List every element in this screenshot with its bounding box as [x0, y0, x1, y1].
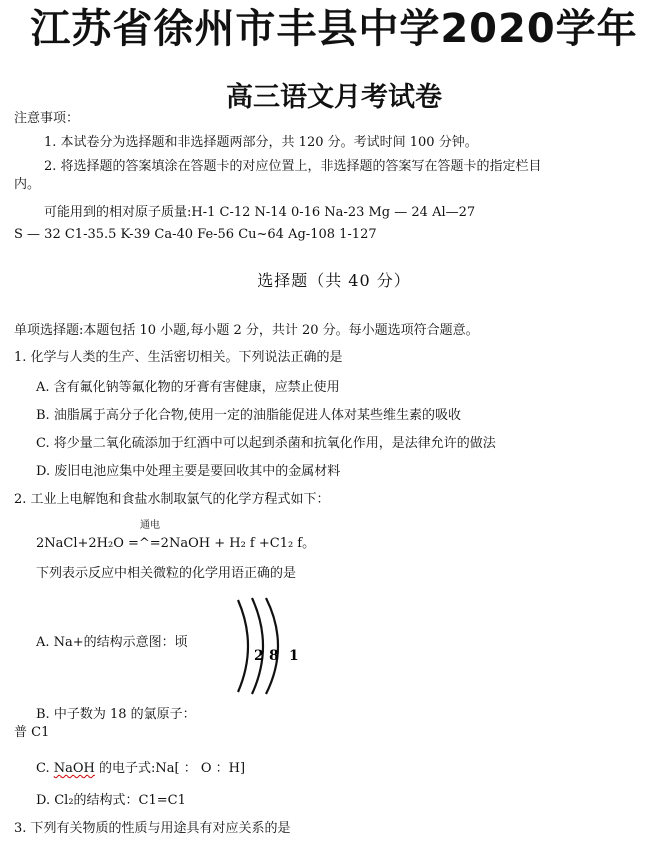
question-2-option-b: B. 中子数为 18 的氯原子： — [36, 707, 196, 722]
question-2-option-d: D. Cl₂的结构式：C1=C1 — [36, 793, 186, 808]
document-subtitle: 高三语文月考试卷 — [226, 82, 442, 113]
naoh-formula: NaOH — [53, 761, 95, 776]
notice-heading: 注意事项： — [14, 111, 80, 126]
shell-count-1: 2 — [254, 648, 264, 664]
shell-count-2: 8 — [269, 648, 279, 664]
section-title: 选择题（共 40 分） — [257, 271, 411, 290]
notice-item-1: 1. 本试卷分为选择题和非选择题两部分，共 120 分。考试时间 100 分钟。 — [44, 135, 478, 150]
electron-shell-arc-3 — [266, 598, 278, 694]
question-2-option-c — [36, 760, 245, 778]
question-1-option-a: A. 含有氟化钠等氟化物的牙膏有害健康，应禁止使用 — [36, 380, 340, 395]
question-1-option-b: B. 油脂属于高分子化合物,使用一定的油脂能促进人体对某些维生素的吸收 — [36, 408, 461, 423]
question-2-option-a: A. Na+的结构示意图：顷 — [36, 635, 188, 650]
question-1-option-d: D. 废旧电池应集中处理主要是要回收其中的金属材料 — [36, 464, 341, 479]
question-2-option-b-value: 普 C1 — [14, 725, 50, 740]
question-3-stem: 3. 下列有关物质的性质与用途具有对应关系的是 — [14, 821, 291, 836]
electron-shell-arc-1 — [238, 600, 248, 692]
atomic-structure-diagram — [228, 596, 318, 696]
atomic-mass-line-1: 可能用到的相对原子质量:H-1 C-12 N-14 0-16 Na-23 Mg — 24 Al—27 — [44, 205, 476, 220]
atomic-mass-line-2: S — 32 C1-35.5 K-39 Ca-40 Fe-56 Cu~64 Ag-108 1-127 — [14, 227, 377, 242]
reaction-equation: 2NaCl+2H₂O =^=2NaOH + H₂ f +C1₂ f。 — [36, 536, 316, 551]
shell-count-3: 1 — [289, 648, 299, 664]
question-2-stem: 2. 工业上电解饱和食盐水制取氯气的化学方程式如下： — [14, 492, 330, 507]
reaction-condition: 通电 — [140, 520, 160, 531]
notice-item-2: 2. 将选择题的答案填涂在答题卡的对应位置上，非选择题的答案写在答题卡的指定栏目 — [44, 159, 542, 174]
question-1-stem: 1. 化学与人类的生产、生活密切相关。下列说法正确的是 — [14, 350, 343, 365]
document-title: 江苏省徐州市丰县中学2020学年 — [30, 6, 638, 52]
question-2-prompt: 下列表示反应中相关微粒的化学用语正确的是 — [36, 566, 297, 581]
section-instruction: 单项选择题:本题包括 10 小题,每小题 2 分，共计 20 分。每小题选项符合题意。 — [14, 323, 479, 338]
option-c-text: 的电子式:Na[ ： O ：H] — [94, 761, 246, 776]
electron-shell-arc-2 — [252, 598, 263, 694]
option-c-prefix: C. — [36, 761, 54, 776]
question-1-option-c: C. 将少量二氧化硫添加于红酒中可以起到杀菌和抗氧化作用，是法律允许的做法 — [36, 436, 496, 451]
notice-item-2-continued: 内。 — [14, 177, 41, 192]
